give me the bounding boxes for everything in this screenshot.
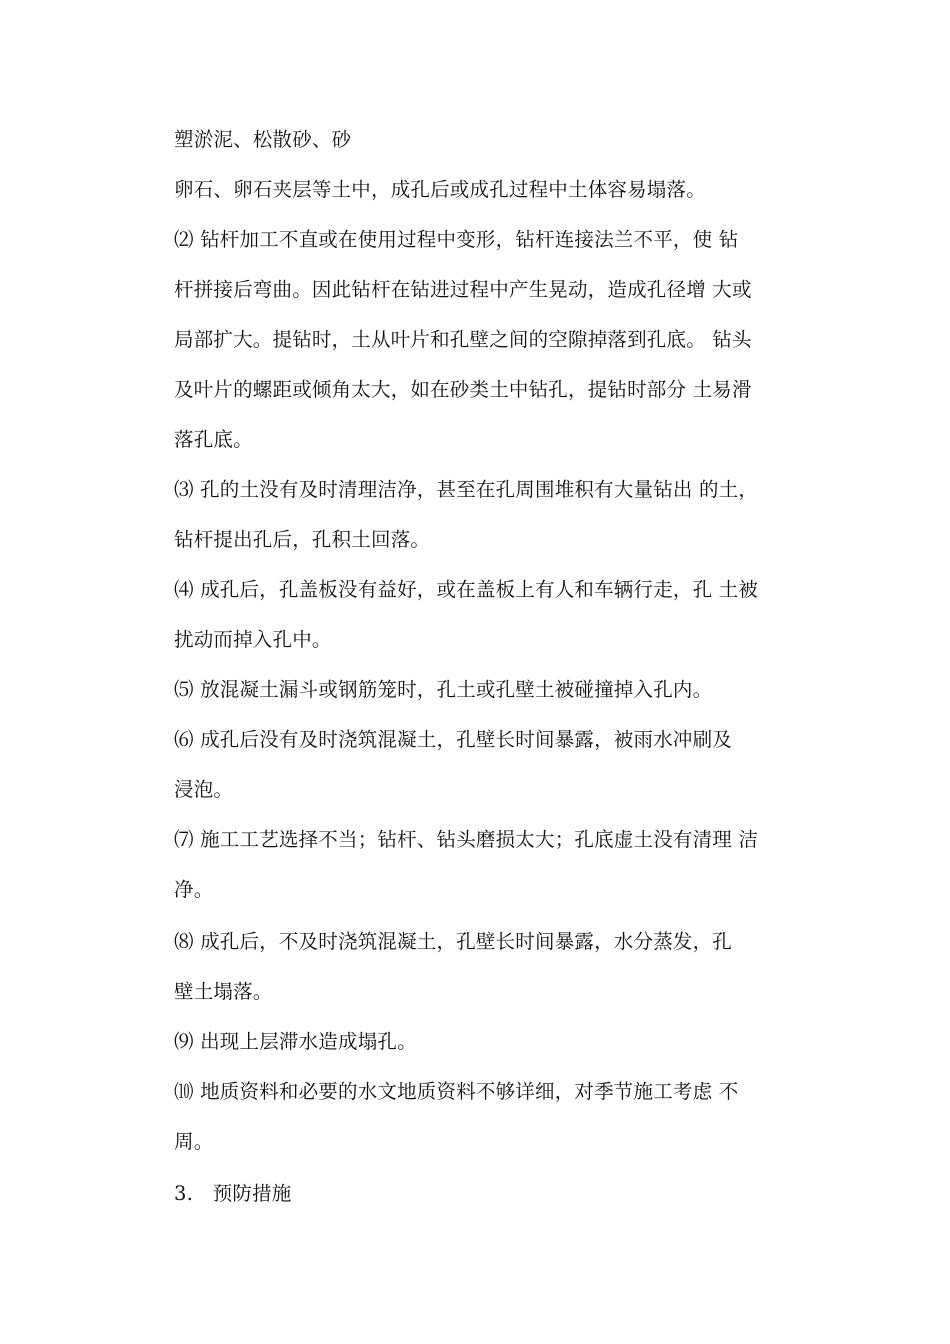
- section-heading: 3. 预防措施: [174, 1182, 292, 1205]
- text-line: ⑻ 成孔后，不及时浇筑混凝土，孔壁长时间暴露，水分蒸发，孔: [174, 930, 732, 953]
- text-line: 及叶片的螺距或倾角太大，如在砂类土中钻孔，提钻时部分 土易滑: [174, 378, 752, 401]
- text-line: 净。: [174, 878, 214, 901]
- text-line: 钻杆提出孔后，孔积土回落。: [174, 528, 431, 551]
- text-line: 浸泡。: [174, 778, 234, 801]
- text-line: 塑淤泥、松散砂、砂: [174, 128, 352, 151]
- text-line: ⑸ 放混凝土漏斗或钢筋笼时，孔土或孔壁土被碰撞掉入孔内。: [174, 678, 713, 701]
- text-line: ⑷ 成孔后，孔盖板没有益好，或在盖板上有人和车辆行走，孔 土被: [174, 578, 759, 601]
- text-line: 扰动而掉入孔中。: [174, 628, 332, 651]
- text-line: 壁土塌落。: [174, 980, 273, 1003]
- text-line: ⑹ 成孔后没有及时浇筑混凝土，孔壁长时间暴露，被雨水冲刷及: [174, 728, 732, 751]
- text-line: ⑶ 孔的土没有及时清理洁净，甚至在孔周围堆积有大量钻出 的土，: [174, 478, 759, 501]
- text-line: 周。: [174, 1130, 214, 1153]
- text-line: ⑵ 钻杆加工不直或在使用过程中变形，钻杆连接法兰不平，使 钻: [174, 228, 739, 251]
- text-line: 杆拼接后弯曲。因此钻杆在钻进过程中产生晃动，造成孔径增 大或: [174, 278, 752, 301]
- text-line: ⑺ 施工工艺选择不当；钻杆、钻头磨损太大；孔底虚土没有清理 洁: [174, 828, 759, 851]
- text-line: 卵石、卵石夹层等土中，成孔后或成孔过程中土体容易塌落。: [174, 178, 706, 201]
- text-line: 局部扩大。提钻时，土从叶片和孔壁之间的空隙掉落到孔底。 钻头: [174, 328, 752, 351]
- text-line: 落孔底。: [174, 428, 253, 451]
- text-line: ⑼ 出现上层滞水造成塌孔。: [174, 1030, 417, 1053]
- text-line: ⑽ 地质资料和必要的水文地质资料不够详细，对季节施工考虑 不: [174, 1080, 739, 1103]
